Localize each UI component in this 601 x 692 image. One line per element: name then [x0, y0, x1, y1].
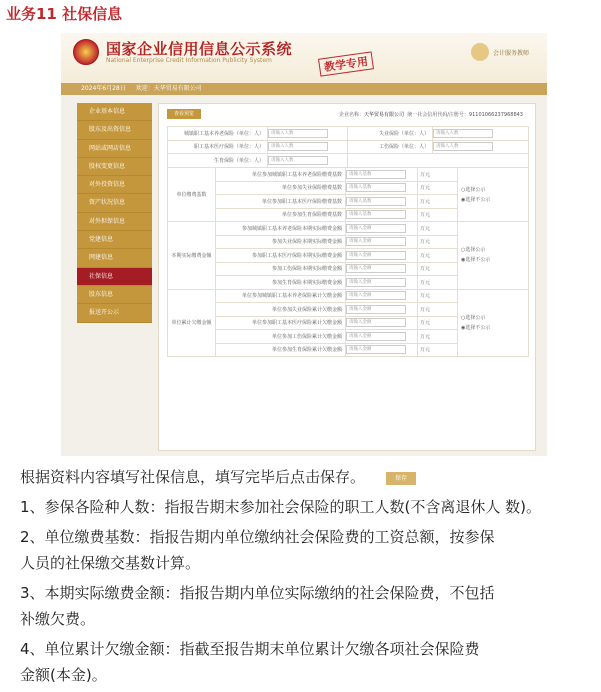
field-label: 城镇职工基本养老保险（单位：人）	[168, 127, 268, 141]
count-input[interactable]: 请输入人数	[268, 156, 328, 165]
unit-label: 万元	[418, 168, 458, 182]
amount-input[interactable]: 请输入金额	[346, 237, 406, 246]
info-bar	[61, 83, 547, 95]
field-label: 单位参加失业保险累计欠缴金额	[216, 303, 346, 317]
count-input[interactable]: 请输入人数	[433, 142, 493, 151]
sidebar-item[interactable]: 党建信息	[77, 231, 152, 249]
unit-label: 万元	[418, 316, 458, 330]
company-name: 天华贸易有限公司	[364, 112, 405, 118]
paragraph: 2、单位缴费基数：指报告期内单位缴纳社会保险费的工资总额，按参保	[20, 528, 495, 546]
count-input[interactable]: 请输入人数	[433, 129, 493, 138]
count-input[interactable]: 请输入人数	[268, 142, 328, 151]
paragraph: 补缴欠费。	[20, 610, 96, 628]
doc-title: 业务11 社保信息	[6, 5, 123, 23]
field-label: 单位参加城镇职工基本养老保险缴费基数	[216, 168, 346, 182]
amount-input[interactable]: 请输入金额	[346, 318, 406, 327]
count-input[interactable]: 请输入人数	[268, 129, 328, 138]
main-panel	[158, 103, 536, 482]
welcome-text: 欢迎：天华贸易有限公司	[135, 85, 202, 92]
paragraph: 3、本期实际缴费金额：指报告期内单位实际缴纳的社会保险费，不包括	[20, 584, 495, 602]
field-label: 生育保险（单位：人）	[168, 154, 268, 168]
sidebar	[77, 103, 152, 323]
amount-input[interactable]: 请输入金额	[346, 305, 406, 314]
field-label: 单位参加职工基本医疗保险累计欠缴金额	[216, 316, 346, 330]
field-label: 参加职工基本医疗保险本期实际缴费金额	[216, 249, 346, 263]
sidebar-item[interactable]: 股东信息	[77, 286, 152, 304]
field-label: 失业保险（单位：人）	[348, 127, 433, 141]
paragraph: 1、参保各险种人数：指报告期末参加社会保险的职工人数(不含离退休人 数)。	[20, 498, 542, 516]
unit-label: 万元	[418, 208, 458, 222]
amount-input[interactable]: 请输入金额	[346, 291, 406, 300]
sidebar-item[interactable]: 股权变更信息	[77, 158, 152, 176]
unit-label: 万元	[418, 222, 458, 236]
unit-label: 万元	[418, 195, 458, 209]
unit-label: 万元	[418, 276, 458, 290]
unit-label: 万元	[418, 289, 458, 303]
field-label: 职工基本医疗保险（单位：人）	[168, 140, 268, 154]
radio-private[interactable]: ◉选择不公示	[461, 196, 491, 203]
logo-icon	[471, 43, 489, 61]
company-info: 企业名称：天华贸易有限公司 统一社会信用代码/注册号：91101066237968843	[339, 112, 523, 118]
field-label: 参加城镇职工基本养老保险本期实际缴费金额	[216, 222, 346, 236]
amount-input[interactable]: 请输入金额	[346, 224, 406, 233]
radio-private[interactable]: ◉选择不公示	[461, 257, 491, 264]
sidebar-item[interactable]: 资产状况信息	[77, 194, 152, 212]
field-label: 参加工伤保险本期实际缴费金额	[216, 262, 346, 276]
group-label: 单位累计欠缴金额	[168, 289, 216, 357]
field-label: 单位参加职工基本医疗保险缴费基数	[216, 195, 346, 209]
insured-count-table	[167, 126, 529, 168]
field-label: 参加失业保险本期实际缴费金额	[216, 235, 346, 249]
field-label: 单位参加生育保险缴费基数	[216, 208, 346, 222]
amount-input[interactable]: 请输入金额	[346, 345, 406, 354]
group-label: 单位缴费基数	[168, 168, 216, 222]
unit-label: 万元	[418, 330, 458, 344]
unit-label: 万元	[418, 235, 458, 249]
field-label: 单位参加工伤保险累计欠缴金额	[216, 330, 346, 344]
amount-input[interactable]: 请输入基数	[346, 183, 406, 192]
paragraph: 4、单位累计欠缴金额：指截至报告期末单位累计欠缴各项社会保险费	[20, 640, 480, 658]
system-title: 国家企业信用信息公示系统	[106, 40, 293, 58]
field-label: 单位参加生育保险累计欠缴金额	[216, 343, 346, 357]
amount-input[interactable]: 请输入基数	[346, 210, 406, 219]
sidebar-item[interactable]: 股东及出资信息	[77, 121, 152, 139]
unit-label: 万元	[418, 262, 458, 276]
paragraph: 金额(本金)。	[20, 666, 107, 684]
corner-logo	[451, 41, 541, 67]
sidebar-item[interactable]: 网建信息	[77, 249, 152, 267]
amount-input[interactable]: 请输入基数	[346, 170, 406, 179]
unit-label: 万元	[418, 181, 458, 195]
sidebar-item[interactable]: 对外投资信息	[77, 176, 152, 194]
credit-code: 91101066237968843	[468, 112, 523, 118]
field-label: 参加生育保险本期实际缴费金额	[216, 276, 346, 290]
sidebar-item[interactable]: 企业基本信息	[77, 103, 152, 121]
national-emblem-icon	[73, 39, 99, 65]
radio-public[interactable]: ○选择公示	[461, 314, 486, 321]
sidebar-item[interactable]: 报送开公示	[77, 304, 152, 322]
group-label: 本期实际缴费金额	[168, 222, 216, 290]
date-text: 2024年6月28日	[81, 85, 126, 92]
field-label: 工伤保险（单位：人）	[348, 140, 433, 154]
amount-input[interactable]: 请输入金额	[346, 332, 406, 341]
radio-public[interactable]: ○选择公示	[461, 247, 486, 254]
amount-input[interactable]: 请输入金额	[346, 251, 406, 260]
radio-public[interactable]: ○选择公示	[461, 186, 486, 193]
field-label: 单位参加城镇职工基本养老保险累计欠缴金额	[216, 289, 346, 303]
corner-text: 会计服务教师	[493, 50, 530, 57]
unit-label: 万元	[418, 249, 458, 263]
sidebar-item[interactable]: 网站或网店信息	[77, 140, 152, 158]
system-subtitle: National Enterprise Credit Information Publicity System	[106, 57, 272, 64]
preview-button[interactable]: 查看预览	[167, 109, 201, 119]
unit-label: 万元	[418, 303, 458, 317]
amount-input[interactable]: 请输入基数	[346, 197, 406, 206]
radio-private[interactable]: ◉选择不公示	[461, 324, 491, 331]
sidebar-item[interactable]: 社保信息	[77, 268, 152, 286]
contribution-table	[167, 167, 529, 357]
amount-input[interactable]: 请输入金额	[346, 278, 406, 287]
sidebar-item[interactable]: 对外担保信息	[77, 213, 152, 231]
header-banner	[61, 33, 547, 83]
amount-input[interactable]: 请输入金额	[346, 264, 406, 273]
field-label: 单位参加失业保险缴费基数	[216, 181, 346, 195]
paragraph: 根据资料内容填写社保信息，填写完毕后点击保存。	[20, 468, 366, 486]
paragraph: 人员的社保缴交基数计算。	[20, 554, 201, 572]
teaching-stamp: 教学专用	[318, 51, 374, 76]
unit-label: 万元	[418, 343, 458, 357]
save-button[interactable]: 保存	[386, 472, 416, 485]
